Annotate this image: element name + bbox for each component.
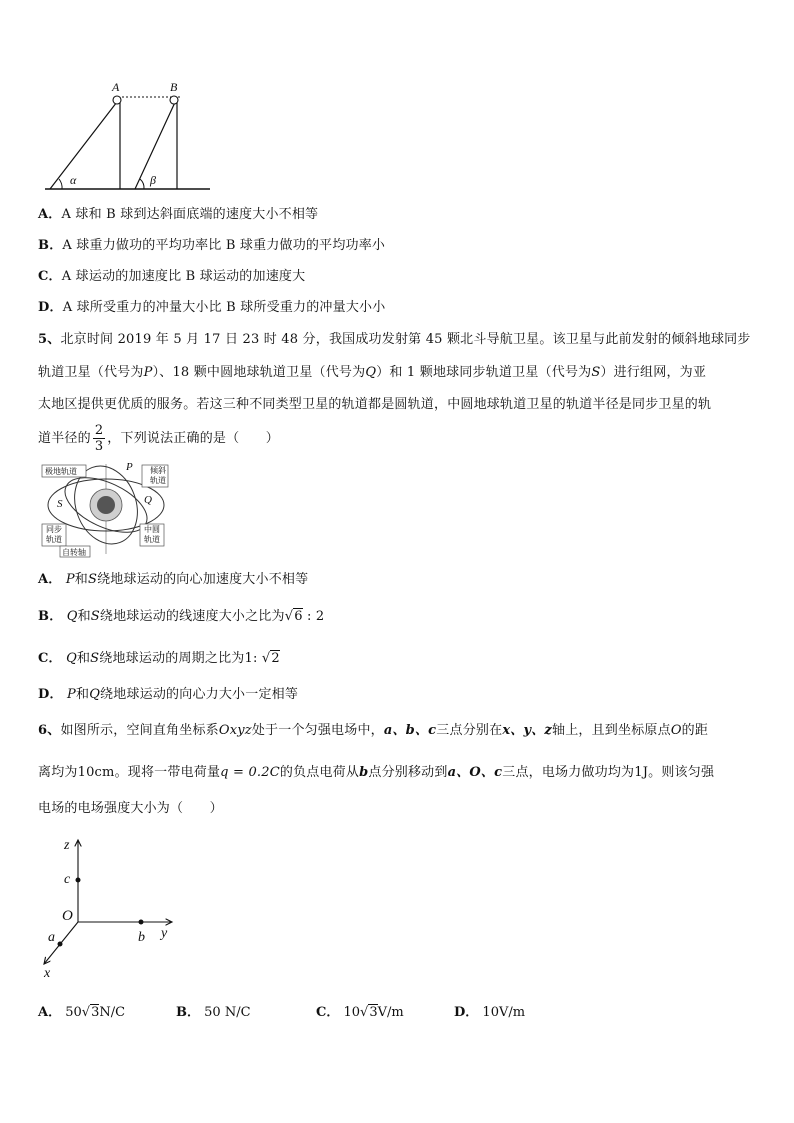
q5-option-c[interactable]: C． Q和S绕地球运动的周期之比为1: √2	[38, 651, 280, 666]
stem-text: 三点分别在	[436, 723, 503, 738]
option-text: 和	[74, 572, 88, 587]
question-number: 6、	[38, 723, 61, 738]
option-value: 10	[343, 1005, 361, 1020]
stem-text: ，下列说法正确的是（ ）	[107, 431, 279, 446]
option-label: D．	[454, 1005, 479, 1020]
stem-text: 如图所示，空间直角坐标系	[60, 723, 219, 738]
inclined-orbit-label: 倾斜 轨道	[150, 466, 166, 485]
question-number: 5、	[38, 332, 61, 347]
stem-text: ）和 1 颗地球同步轨道卫星（代号为	[376, 365, 592, 380]
option-value: 10V/m	[482, 1005, 526, 1020]
option-label: B．	[38, 609, 63, 624]
q6-line-3	[38, 800, 223, 818]
incline-figure	[40, 78, 215, 196]
work-value: 1J	[634, 765, 649, 780]
stem-text: 电场的电场强度大小为（ ）	[38, 801, 223, 816]
var: P	[67, 687, 76, 702]
angle-alpha-label: α	[70, 173, 77, 187]
coordinate-figure	[38, 836, 183, 982]
q5-line-3	[38, 396, 711, 414]
q5-line-2	[38, 364, 706, 382]
x-axis-label: x	[44, 966, 51, 981]
option-label: C．	[38, 269, 62, 284]
option-label: A．	[38, 207, 62, 222]
math-suffix: : 2	[302, 609, 325, 624]
orbit-q-label: Q	[144, 494, 152, 506]
ball-a-label: A	[112, 80, 120, 94]
fraction-denominator: 3	[94, 439, 104, 454]
sqrt-radicand: 3	[369, 1005, 378, 1020]
option-label: B．	[38, 238, 63, 253]
stem-text: 轴上，且到坐标原点	[552, 723, 671, 738]
option-label: A．	[38, 1005, 62, 1020]
orbit-p-label: P	[126, 461, 133, 473]
q6-option-a[interactable]: A． 50√3N/C	[38, 1005, 126, 1020]
var: S	[90, 651, 100, 666]
q6-option-d[interactable]	[454, 1004, 525, 1022]
geo-orbit-label: 同步 轨道	[46, 525, 62, 544]
sqrt-radicand: 6	[294, 609, 303, 624]
q4-option-c[interactable]	[38, 268, 305, 286]
option-text: 绕地球运动的向心加速度大小不相等	[97, 572, 309, 587]
q5-option-a[interactable]	[38, 571, 308, 589]
var: Q	[89, 687, 101, 702]
var: P	[65, 572, 75, 587]
fraction-two-thirds	[93, 423, 105, 454]
rotation-axis-label: 自转轴	[62, 548, 86, 557]
q5-option-d[interactable]	[38, 686, 298, 704]
stem-text: 离均为	[38, 765, 78, 780]
medium-orbit-label: 中圆 轨道	[144, 525, 160, 544]
stem-text: ）进行组网，为亚	[600, 365, 707, 380]
option-text: A 球重力做功的平均功率比 B 球重力做功的平均功率小	[62, 238, 386, 253]
q5-line-1	[38, 331, 751, 349]
option-text: 和	[75, 687, 90, 702]
option-text: 和	[76, 651, 91, 666]
var-s: S	[591, 365, 601, 380]
charge-value: q = 0.2C	[220, 765, 280, 780]
option-label: A．	[38, 572, 62, 587]
points-abc: a、b、c	[383, 723, 437, 738]
option-text: 绕地球运动的线速度大小之比为	[99, 609, 285, 624]
sqrt-radicand: 3	[91, 1005, 100, 1020]
stem-text: 的负点电荷从	[279, 765, 360, 780]
stem-text: 三点，电场力做功均为	[502, 765, 635, 780]
option-unit: N/C	[99, 1005, 126, 1020]
stem-text: 的距	[681, 723, 709, 738]
option-label: C．	[316, 1005, 340, 1020]
stem-text: 道半径的	[38, 431, 91, 446]
point-c-label: c	[64, 872, 71, 887]
option-unit: V/m	[377, 1005, 404, 1020]
stem-text: 。现将一带电荷量	[114, 765, 221, 780]
option-text: 绕地球运动的向心力大小一定相等	[100, 687, 299, 702]
axes-xyz: x、y、z	[502, 723, 552, 738]
polar-orbit-label: 极地轨道	[45, 467, 77, 476]
option-text: 和	[77, 609, 91, 624]
q4-option-b[interactable]	[38, 237, 385, 255]
option-label: D．	[38, 300, 63, 315]
q6-line-1	[38, 722, 708, 740]
var-p: P	[143, 365, 153, 380]
option-text: A 球运动的加速度比 B 球运动的加速度大	[61, 269, 306, 284]
point-a-label: a	[48, 930, 55, 945]
stem-text: 处于一个匀强电场中，	[251, 723, 384, 738]
coord-system: Oxyz	[218, 723, 252, 738]
stem-text: 点分别移动到	[368, 765, 448, 780]
option-value: 50	[65, 1005, 82, 1020]
q6-option-c[interactable]: C． 10√3V/m	[316, 1005, 404, 1020]
var: S	[90, 609, 100, 624]
var-q: Q	[365, 365, 377, 380]
q5-option-b[interactable]: B． Q和S绕地球运动的线速度大小之比为√6 : 2	[38, 609, 325, 624]
distance-value: 10cm	[77, 765, 115, 780]
option-value: 50 N/C	[204, 1005, 251, 1020]
fraction-numerator: 2	[94, 423, 104, 438]
stem-text: 。则该匀强	[648, 765, 715, 780]
q6-option-b[interactable]	[176, 1004, 251, 1022]
stem-text: 太地区提供更优质的服务。若这三种不同类型卫星的轨道都是圆轨道，中圆地球轨道卫星的轨道半径是同步卫星的轨	[38, 397, 712, 412]
q4-option-d[interactable]	[38, 299, 385, 317]
y-axis-label: y	[161, 926, 168, 941]
origin-o: O	[670, 723, 682, 738]
q4-option-a[interactable]	[38, 206, 318, 224]
option-label: B．	[176, 1005, 200, 1020]
stem-text: ）、18 颗中圆地球轨道卫星（代号为	[152, 365, 366, 380]
math-prefix: 1:	[244, 651, 262, 666]
q6-line-2	[38, 764, 714, 782]
origin-label: O	[62, 908, 73, 924]
option-text: A 球所受重力的冲量大小比 B 球所受重力的冲量大小小	[62, 300, 386, 315]
var: S	[88, 572, 98, 587]
sqrt-radicand: 2	[271, 651, 280, 666]
point-b-label: b	[138, 930, 145, 945]
var: Q	[66, 609, 78, 624]
z-axis-label: z	[64, 838, 70, 853]
angle-beta-label: β	[150, 173, 156, 187]
option-text: 绕地球运动的周期之比为	[99, 651, 245, 666]
points-aoc: a、O、c	[447, 765, 503, 780]
option-label: D．	[38, 687, 63, 702]
q5-line-4	[38, 423, 279, 454]
var: Q	[66, 651, 77, 666]
option-label: C．	[38, 651, 62, 666]
orbit-s-label: S	[57, 498, 63, 510]
stem-text: 北京时间 2019 年 5 月 17 日 23 时 48 分，我国成功发射第 45 颗北斗导航卫星。该卫星与此前发射的倾斜地球同步	[60, 332, 751, 347]
option-text: A 球和 B 球到达斜面底端的速度大小不相等	[61, 207, 319, 222]
ball-b-label: B	[170, 80, 178, 94]
stem-text: 轨道卫星（代号为	[38, 365, 144, 380]
point-b: b	[359, 765, 369, 780]
